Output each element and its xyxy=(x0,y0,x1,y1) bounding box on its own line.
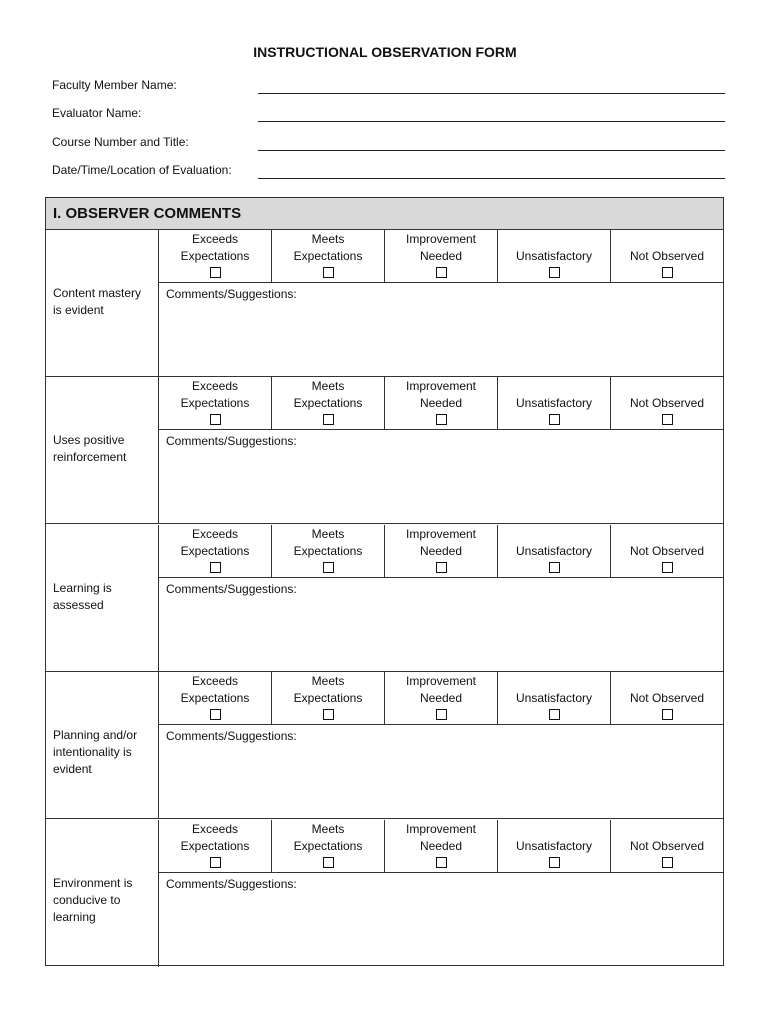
checkbox-unsatisfactory[interactable] xyxy=(549,857,560,868)
rating-option-unsatisfactory xyxy=(498,672,611,724)
criterion-block-positive-reinforcement xyxy=(46,377,723,524)
criterion-block-environment-conducive xyxy=(46,820,723,967)
checkbox-meets-expectations[interactable] xyxy=(323,857,334,868)
rating-option-not-observed xyxy=(611,672,723,724)
rating-label: Not Observed xyxy=(629,691,705,706)
rating-label: Meets Expectations xyxy=(293,232,363,263)
form-title: INSTRUCTIONAL OBSERVATION FORM xyxy=(253,44,517,60)
rating-label: Unsatisfactory xyxy=(515,249,593,263)
checkbox-not-observed[interactable] xyxy=(662,562,673,573)
rating-option-unsatisfactory xyxy=(498,525,611,577)
rating-label: Meets Expectations xyxy=(293,379,363,411)
checkbox-unsatisfactory[interactable] xyxy=(549,267,560,278)
checkbox-improvement-needed[interactable] xyxy=(436,414,447,425)
rating-label: Exceeds Expectations xyxy=(180,674,250,706)
rating-label: Improvement Needed xyxy=(405,674,477,706)
faculty-name-label: Faculty Member Name: xyxy=(52,78,177,92)
rating-label: Improvement Needed xyxy=(405,232,477,263)
course-label: Course Number and Title: xyxy=(52,135,189,149)
rating-option-unsatisfactory xyxy=(498,377,611,429)
rating-option-not-observed xyxy=(611,377,723,429)
rating-label: Not Observed xyxy=(629,838,705,853)
rating-row xyxy=(159,377,723,430)
criterion-block-planning-intentionality xyxy=(46,672,723,819)
rating-option-meets-expectations xyxy=(272,820,385,872)
comments-label: Comments/Suggestions: xyxy=(166,876,297,891)
course-field xyxy=(52,129,725,151)
observer-comments-table xyxy=(45,197,724,966)
rating-option-meets-expectations xyxy=(272,525,385,577)
rating-option-improvement-needed xyxy=(385,672,498,724)
rating-option-not-observed xyxy=(611,820,723,872)
comments-area[interactable] xyxy=(159,430,723,523)
evaluator-name-field xyxy=(52,100,725,122)
criterion-cell xyxy=(46,672,159,818)
faculty-name-field xyxy=(52,72,725,94)
rating-label: Exceeds Expectations xyxy=(180,821,250,853)
rating-label: Not Observed xyxy=(629,396,705,411)
rating-option-not-observed xyxy=(611,525,723,577)
rating-option-unsatisfactory xyxy=(498,230,611,282)
checkbox-unsatisfactory[interactable] xyxy=(549,562,560,573)
comments-area[interactable] xyxy=(159,725,723,818)
comments-area[interactable] xyxy=(159,283,723,376)
criterion-cell xyxy=(46,525,159,671)
section-title: I. OBSERVER COMMENTS xyxy=(53,205,242,222)
datetime-location-label: Date/Time/Location of Evaluation: xyxy=(52,163,232,177)
checkbox-meets-expectations[interactable] xyxy=(323,562,334,573)
rating-label: Improvement Needed xyxy=(405,379,477,411)
checkbox-improvement-needed[interactable] xyxy=(436,267,447,278)
rating-option-exceeds-expectations xyxy=(159,525,272,577)
criterion-block-content-mastery xyxy=(46,230,723,377)
checkbox-improvement-needed[interactable] xyxy=(436,562,447,573)
criterion-block-learning-assessed xyxy=(46,525,723,672)
criterion-label: Learning is assessed xyxy=(53,580,112,612)
checkbox-unsatisfactory[interactable] xyxy=(549,709,560,720)
rating-label: Exceeds Expectations xyxy=(180,232,250,263)
checkbox-exceeds-expectations[interactable] xyxy=(210,267,221,278)
rating-row xyxy=(159,525,723,578)
rating-option-meets-expectations xyxy=(272,230,385,282)
rating-option-exceeds-expectations xyxy=(159,672,272,724)
rating-label: Unsatisfactory xyxy=(515,396,593,411)
rating-option-exceeds-expectations xyxy=(159,820,272,872)
rating-label: Meets Expectations xyxy=(293,526,363,558)
rating-option-exceeds-expectations xyxy=(159,230,272,282)
criterion-label: Environment is conducive to learning xyxy=(53,875,133,924)
criterion-cell xyxy=(46,377,159,523)
rating-option-improvement-needed xyxy=(385,230,498,282)
rating-row xyxy=(159,230,723,283)
checkbox-not-observed[interactable] xyxy=(662,267,673,278)
checkbox-unsatisfactory[interactable] xyxy=(549,414,560,425)
comments-label: Comments/Suggestions: xyxy=(166,729,297,744)
checkbox-not-observed[interactable] xyxy=(662,414,673,425)
checkbox-exceeds-expectations[interactable] xyxy=(210,562,221,573)
evaluator-name-input-line[interactable] xyxy=(258,121,725,122)
rating-option-improvement-needed xyxy=(385,377,498,429)
datetime-location-input-line[interactable] xyxy=(258,178,725,179)
comments-label: Comments/Suggestions: xyxy=(166,434,297,449)
evaluator-name-label: Evaluator Name: xyxy=(52,106,142,120)
rating-row xyxy=(159,672,723,725)
rating-label: Unsatisfactory xyxy=(515,838,593,853)
rating-option-improvement-needed xyxy=(385,525,498,577)
rating-label: Not Observed xyxy=(629,543,705,558)
checkbox-improvement-needed[interactable] xyxy=(436,857,447,868)
faculty-name-input-line[interactable] xyxy=(258,93,725,94)
rating-label: Unsatisfactory xyxy=(515,691,593,706)
rating-option-meets-expectations xyxy=(272,672,385,724)
comments-area[interactable] xyxy=(159,873,723,967)
rating-option-improvement-needed xyxy=(385,820,498,872)
checkbox-not-observed[interactable] xyxy=(662,857,673,868)
checkbox-meets-expectations[interactable] xyxy=(323,414,334,425)
criterion-label: Planning and/or intentionality is evident xyxy=(53,728,138,777)
comments-area[interactable] xyxy=(159,578,723,671)
rating-label: Exceeds Expectations xyxy=(180,526,250,558)
rating-label: Not Observed xyxy=(629,249,705,263)
checkbox-meets-expectations[interactable] xyxy=(323,267,334,278)
rating-label: Unsatisfactory xyxy=(515,543,593,558)
checkbox-not-observed[interactable] xyxy=(662,709,673,720)
rating-row xyxy=(159,820,723,873)
checkbox-exceeds-expectations[interactable] xyxy=(210,857,221,868)
rating-label: Meets Expectations xyxy=(293,821,363,853)
checkbox-improvement-needed[interactable] xyxy=(436,709,447,720)
rating-label: Meets Expectations xyxy=(293,674,363,706)
rating-option-exceeds-expectations xyxy=(159,377,272,429)
course-input-line[interactable] xyxy=(258,150,725,151)
rating-label: Improvement Needed xyxy=(405,821,477,853)
checkbox-exceeds-expectations[interactable] xyxy=(210,709,221,720)
checkbox-exceeds-expectations[interactable] xyxy=(210,414,221,425)
criterion-cell xyxy=(46,230,159,376)
datetime-location-field xyxy=(52,157,725,179)
section-header xyxy=(46,198,723,230)
rating-option-not-observed xyxy=(611,230,723,282)
criterion-label: Content mastery is evident xyxy=(53,286,142,317)
rating-label: Improvement Needed xyxy=(405,526,477,558)
rating-option-unsatisfactory xyxy=(498,820,611,872)
rating-option-meets-expectations xyxy=(272,377,385,429)
rating-label: Exceeds Expectations xyxy=(180,379,250,411)
comments-label: Comments/Suggestions: xyxy=(166,287,297,301)
comments-label: Comments/Suggestions: xyxy=(166,581,297,596)
checkbox-meets-expectations[interactable] xyxy=(323,709,334,720)
criterion-label: Uses positive reinforcement xyxy=(53,433,127,465)
criterion-cell xyxy=(46,820,159,967)
